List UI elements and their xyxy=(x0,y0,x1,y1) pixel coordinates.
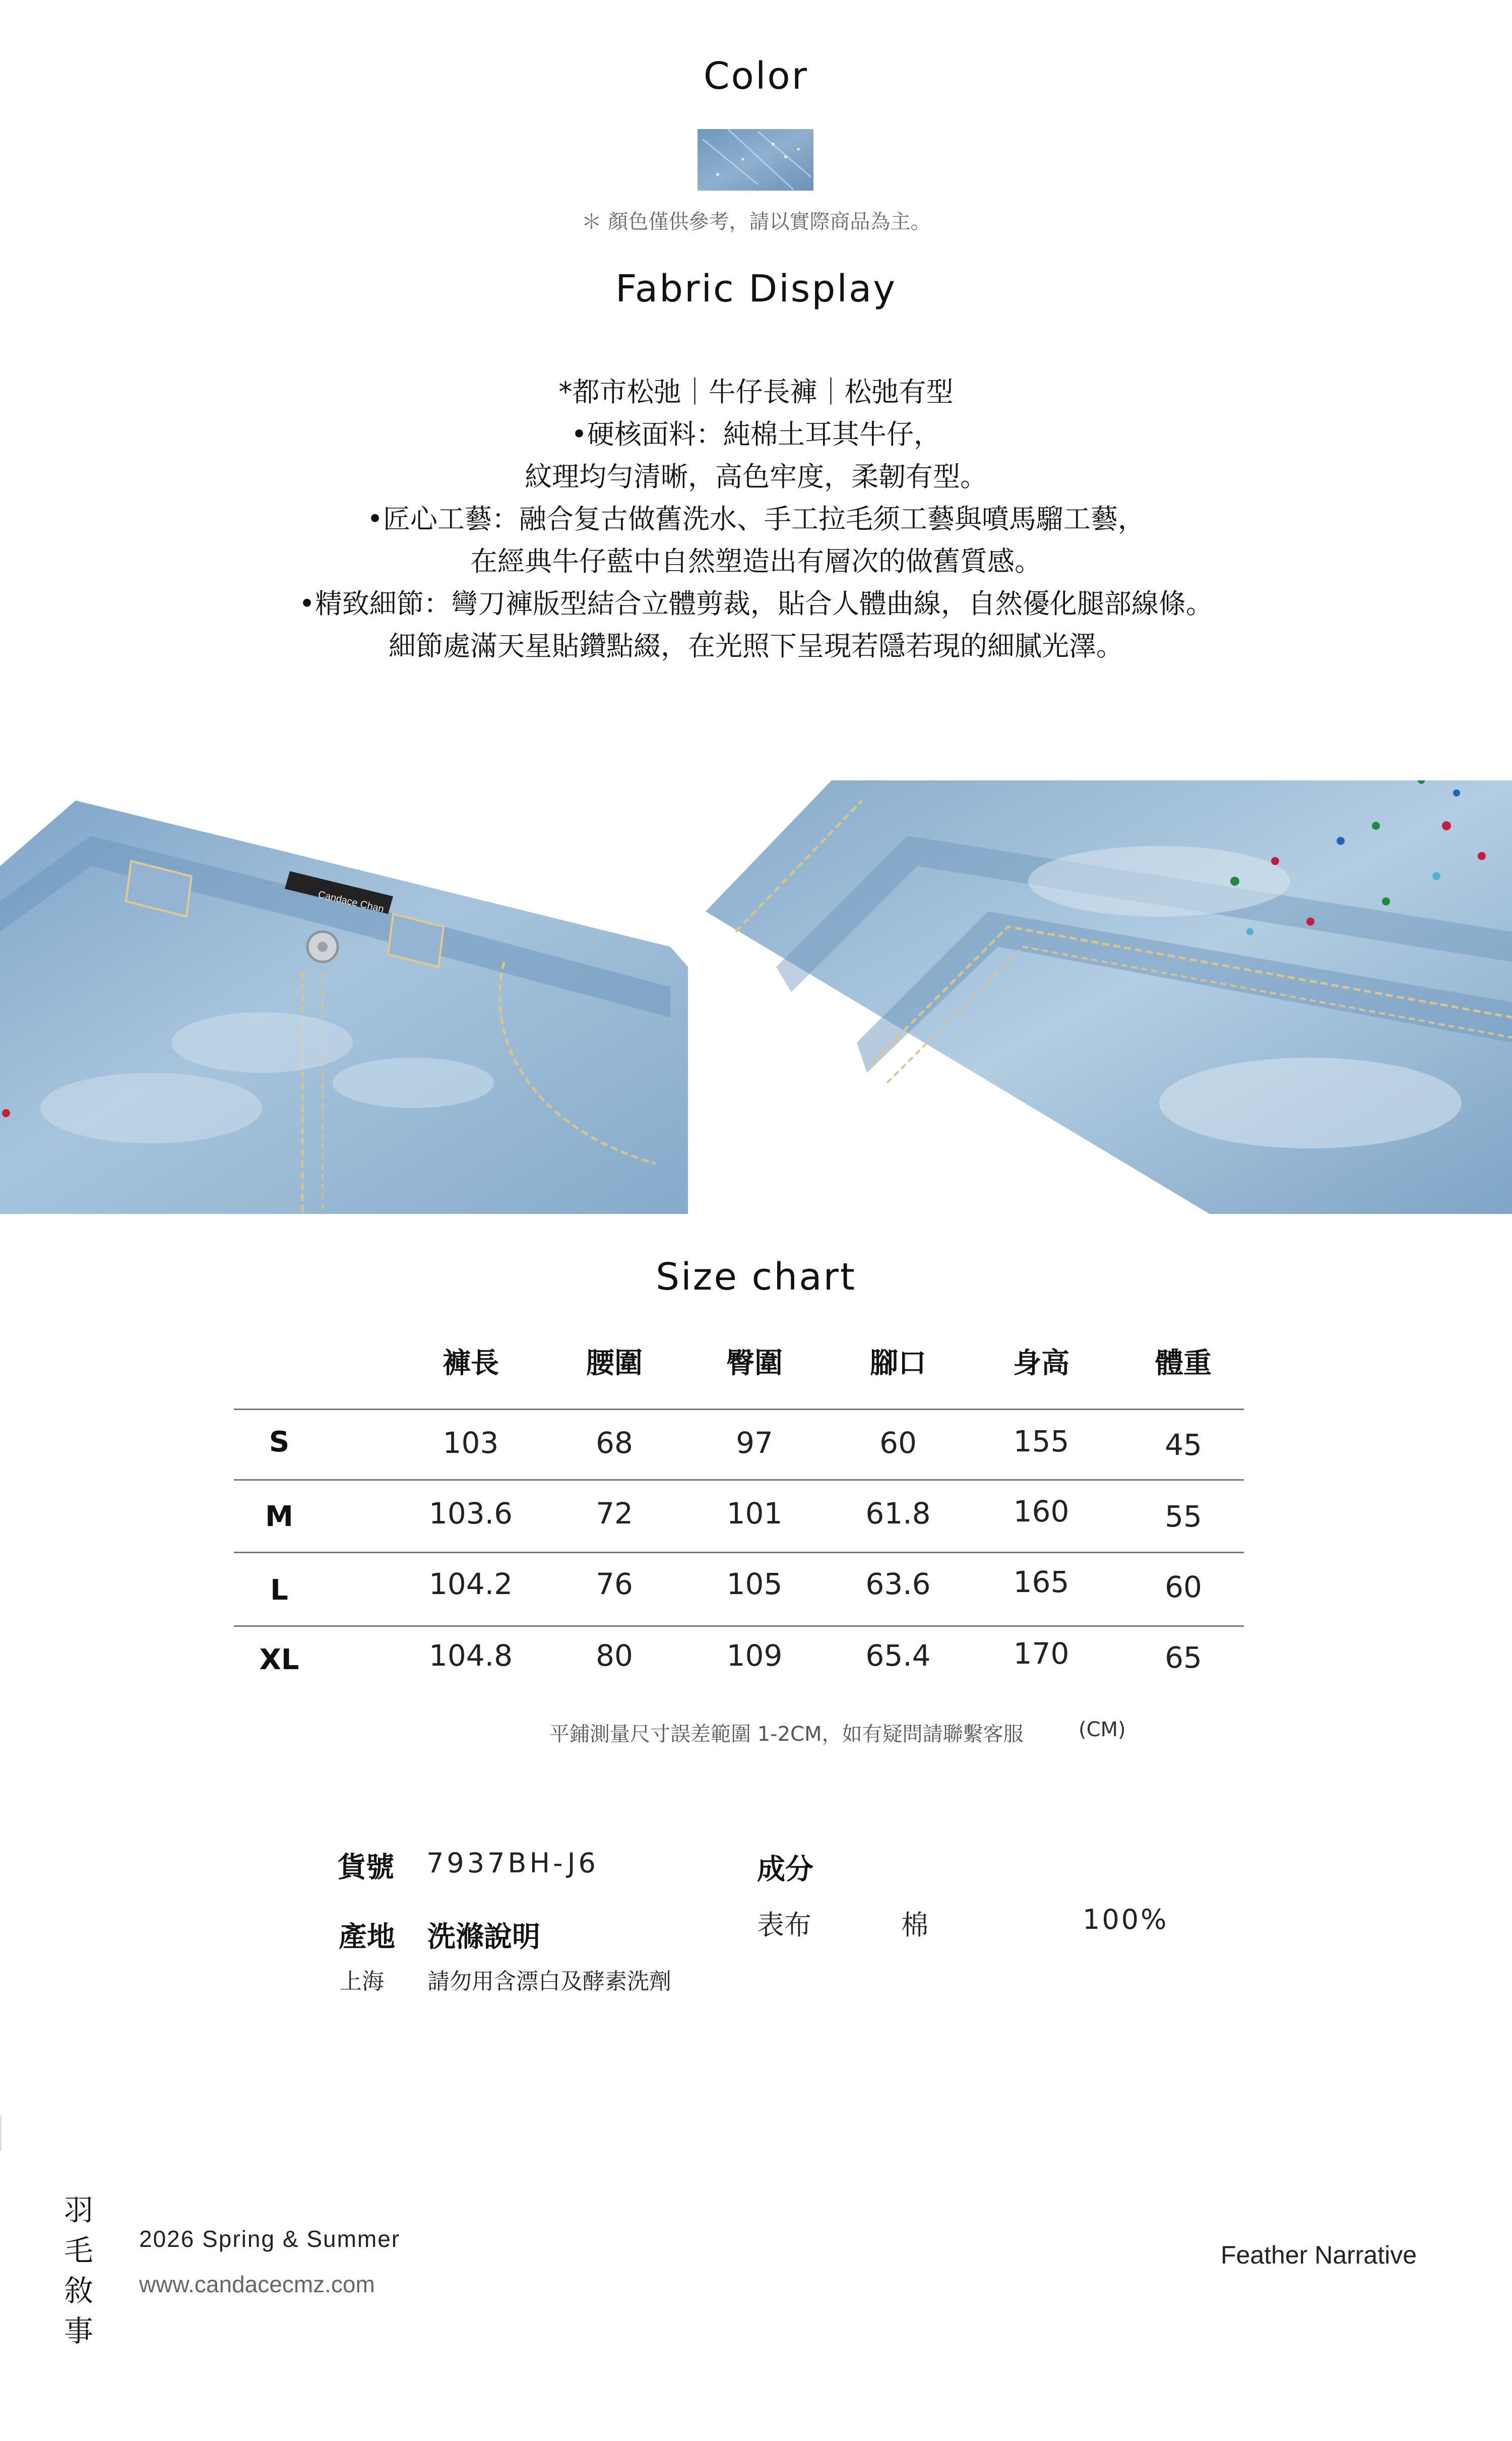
brand-char: 敘 xyxy=(64,2274,93,2308)
sku-value: 7937BH-J6 xyxy=(426,1847,599,1879)
table-cell: 60 xyxy=(879,1426,917,1460)
table-cell: 170 xyxy=(1013,1636,1069,1671)
brand-char: 事 xyxy=(64,2314,93,2348)
brand-vertical xyxy=(64,2190,94,2351)
col-header: 體重 xyxy=(1155,1347,1212,1380)
desc-line: 紋理均勻清晰，高色牢度，柔韌有型。 xyxy=(525,461,987,493)
size-label: S xyxy=(269,1426,290,1458)
col-header: 腰圍 xyxy=(586,1347,643,1380)
table-cell: 45 xyxy=(1165,1428,1202,1462)
col-header: 臀圍 xyxy=(726,1347,783,1380)
origin-value: 上海 xyxy=(340,1969,384,1994)
col-header: 褲長 xyxy=(443,1347,499,1380)
size-label: L xyxy=(270,1574,288,1607)
footer-url[interactable]: www.candacecmz.com xyxy=(139,2271,375,2297)
size-unit: (CM) xyxy=(1079,1718,1126,1741)
desc-line: •匠心工藝：融合复古做舊洗水、手工拉毛须工藝與噴馬騮工藝， xyxy=(367,503,1145,535)
table-cell: 155 xyxy=(1013,1424,1069,1458)
size-note: 平鋪測量尺寸誤差範圍 1-2CM，如有疑問請聯繫客服 xyxy=(549,1723,1024,1746)
table-rule xyxy=(234,1552,1244,1553)
brand-char: 羽 xyxy=(64,2193,93,2227)
table-cell: 103.6 xyxy=(428,1496,513,1531)
table-cell: 104.2 xyxy=(428,1567,513,1601)
composition-part: 表布 xyxy=(757,1909,811,1941)
fabric-description xyxy=(0,371,1512,667)
size-label: M xyxy=(265,1500,293,1533)
col-header: 腳口 xyxy=(870,1347,926,1380)
origin-label: 產地 xyxy=(339,1921,395,1954)
table-cell: 104.8 xyxy=(428,1638,513,1673)
color-swatch xyxy=(698,129,813,191)
sku-label: 貨號 xyxy=(338,1851,394,1884)
footer-tagline: Feather Narrative xyxy=(1221,2241,1417,2269)
table-rule xyxy=(234,1479,1244,1481)
composition-label: 成分 xyxy=(757,1853,813,1886)
table-cell: 80 xyxy=(596,1638,633,1673)
desc-line: •精致細節：彎刀褲版型結合立體剪裁，貼合人體曲線，自然優化腿部線條。 xyxy=(299,588,1213,620)
table-cell: 68 xyxy=(596,1426,633,1460)
wash-label: 洗滌說明 xyxy=(427,1921,540,1954)
desc-line: 在經典牛仔藍中自然塑造出有層次的做舊質感。 xyxy=(470,545,1042,577)
table-cell: 109 xyxy=(726,1638,783,1673)
desc-line: *都市松弛｜牛仔長褲｜松弛有型 xyxy=(558,376,954,408)
brand-char: 毛 xyxy=(64,2233,93,2268)
waistband-detail-photo xyxy=(0,780,688,1214)
col-header: 身高 xyxy=(1013,1347,1069,1380)
desc-line: •硬核面料：純棉土耳其牛仔， xyxy=(571,418,941,450)
table-cell: 160 xyxy=(1013,1494,1069,1529)
brand-tag-text: Candace Chan xyxy=(317,889,385,915)
table-cell: 65.4 xyxy=(865,1638,931,1673)
table-rule xyxy=(234,1625,1244,1627)
table-cell: 60 xyxy=(1165,1570,1202,1604)
table-cell: 55 xyxy=(1165,1499,1202,1534)
table-cell: 76 xyxy=(596,1567,633,1601)
table-cell: 103 xyxy=(443,1426,499,1460)
footer-season: 2026 Spring & Summer xyxy=(139,2226,401,2252)
color-title: Color xyxy=(703,54,809,98)
table-cell: 72 xyxy=(596,1496,633,1531)
wash-value: 請勿用含漂白及酵素洗劑 xyxy=(427,1969,671,1994)
table-cell: 63.6 xyxy=(865,1567,931,1601)
composition-material: 棉 xyxy=(901,1909,928,1941)
fabric-title: Fabric Display xyxy=(615,267,897,311)
table-cell: 61.8 xyxy=(865,1496,931,1531)
size-label: XL xyxy=(259,1643,299,1676)
size-chart-title: Size chart xyxy=(656,1255,856,1299)
table-cell: 97 xyxy=(736,1426,773,1460)
hem-detail-photo xyxy=(706,780,1512,1214)
desc-line: 細節處滿天星貼鑽點綴，在光照下呈現若隱若現的細膩光澤。 xyxy=(389,630,1123,662)
table-cell: 105 xyxy=(726,1567,783,1601)
table-cell: 165 xyxy=(1013,1565,1069,1599)
table-rule xyxy=(234,1409,1244,1410)
table-cell: 65 xyxy=(1165,1640,1202,1675)
edge-divider xyxy=(0,2115,2,2151)
table-cell: 101 xyxy=(726,1496,783,1531)
composition-percent: 100% xyxy=(1083,1904,1169,1935)
color-note: ＊ 顏色僅供參考，請以實際商品為主。 xyxy=(581,210,931,233)
